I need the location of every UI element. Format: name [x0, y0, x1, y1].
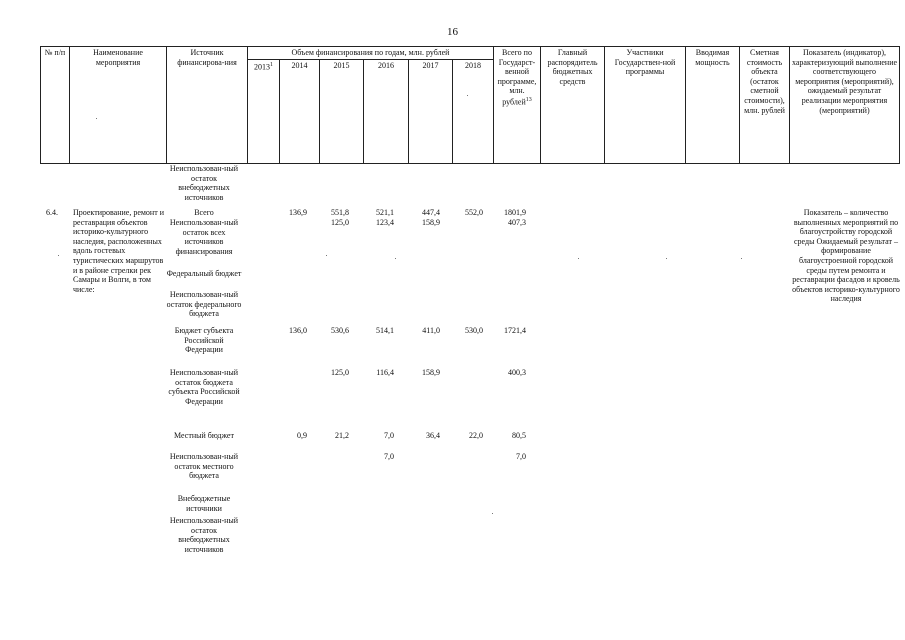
- year-value-cell: 7,0: [384, 431, 394, 440]
- header-total: Всего по Государст-венной программе, млн. рублей$^{13}$: [494, 47, 541, 164]
- year-value-cell: 447,4: [422, 208, 440, 217]
- header-num: № п/п: [41, 47, 70, 164]
- top-source-cell: Неиспользован-ный остаток внебюджетных источников: [169, 164, 239, 202]
- header-year: 2015: [320, 60, 364, 164]
- year-value-cell: 514,1: [376, 326, 394, 335]
- year-value-cell: 116,4: [376, 368, 394, 377]
- header-capacity: Вводимая мощность: [686, 47, 740, 164]
- year-value-cell: 125,0: [331, 368, 349, 377]
- year-value-cell: 0,9: [297, 431, 307, 440]
- header-name: Наименование мероприятия: [70, 47, 167, 164]
- year-value-cell: 125,0: [331, 218, 349, 227]
- year-value-cell: 7,0: [384, 452, 394, 461]
- table-header: [40, 46, 900, 164]
- source-label: Местный бюджет: [174, 431, 234, 440]
- header-source: Источник финансирова-ния: [167, 47, 248, 164]
- year-value-cell: 21,2: [335, 431, 349, 440]
- year-value-cell: 551,8: [331, 208, 349, 217]
- row-indicator: Показатель – количество выполненных мероприятий по благоустройству городской среды Ожидаемый результат – формирование благоустроенной городской среды путем ремонта и реставрации фасадов и кровель объектов историко-культурного наследия: [792, 208, 900, 304]
- total-value-cell: 80,5: [512, 431, 526, 440]
- source-label: Неиспользован-ный остаток бюджета субъекта Российской Федерации: [168, 368, 240, 406]
- year-value-cell: 530,0: [465, 326, 483, 335]
- source-label: Всего: [194, 208, 214, 217]
- total-value-cell: 407,3: [508, 218, 526, 227]
- row-number: 6.4.: [46, 208, 58, 217]
- header-year: 2013$^1$: [248, 60, 280, 164]
- year-value-cell: 411,0: [422, 326, 440, 335]
- year-value-cell: 136,0: [289, 326, 307, 335]
- source-label: Бюджет субъекта Российской Федерации: [174, 326, 234, 355]
- header-year: 2014: [280, 60, 320, 164]
- year-value-cell: 552,0: [465, 208, 483, 217]
- source-label: Федеральный бюджет: [166, 269, 242, 278]
- header-participants: Участники Государствен-ной программы: [605, 47, 686, 164]
- year-value-cell: 158,9: [422, 218, 440, 227]
- year-value-cell: 136,9: [289, 208, 307, 217]
- header-cost: Сметная стоимость объекта (остаток сметной стоимости), млн. рублей: [740, 47, 790, 164]
- header-year: 2017: [409, 60, 453, 164]
- header-indicator: Показатель (индикатор), характеризующий выполнение соответствующего мероприятия (мероприятий), ожидаемый результат реализации мероприятия (мероприятий): [790, 47, 900, 164]
- row-name: Проектирование, ремонт и реставрация объектов историко-культурного наследия, расположенных вдоль гостевых туристических маршрутов и в районе стрелки рек Самары и Волги, в том числе:: [73, 208, 164, 294]
- header-year: 2016: [364, 60, 409, 164]
- source-label: Внебюджетные источники: [177, 494, 231, 513]
- header-volume: Объем финансирования по годам, млн. рублей: [248, 47, 494, 60]
- total-value-cell: 7,0: [516, 452, 526, 461]
- page-number: 16: [447, 26, 458, 38]
- year-value-cell: 36,4: [426, 431, 440, 440]
- year-value-cell: 22,0: [469, 431, 483, 440]
- year-value-cell: 123,4: [376, 218, 394, 227]
- year-value-cell: 521,1: [376, 208, 394, 217]
- total-value-cell: 400,3: [508, 368, 526, 377]
- year-value-cell: 530,6: [331, 326, 349, 335]
- source-label: Неиспользован-ный остаток местного бюджета: [169, 452, 239, 481]
- source-label: Неиспользован-ный остаток всех источников финансирования: [169, 218, 239, 256]
- total-value-cell: 1801,9: [504, 208, 526, 217]
- total-value-cell: 1721,4: [504, 326, 526, 335]
- header-year: 2018: [453, 60, 494, 164]
- year-value-cell: 158,9: [422, 368, 440, 377]
- source-label: Неиспользован-ный остаток федерального бюджета: [166, 290, 242, 319]
- header-manager: Главный распорядитель бюджетных средств: [541, 47, 605, 164]
- source-label: Неиспользован-ный остаток внебюджетных источников: [169, 516, 239, 554]
